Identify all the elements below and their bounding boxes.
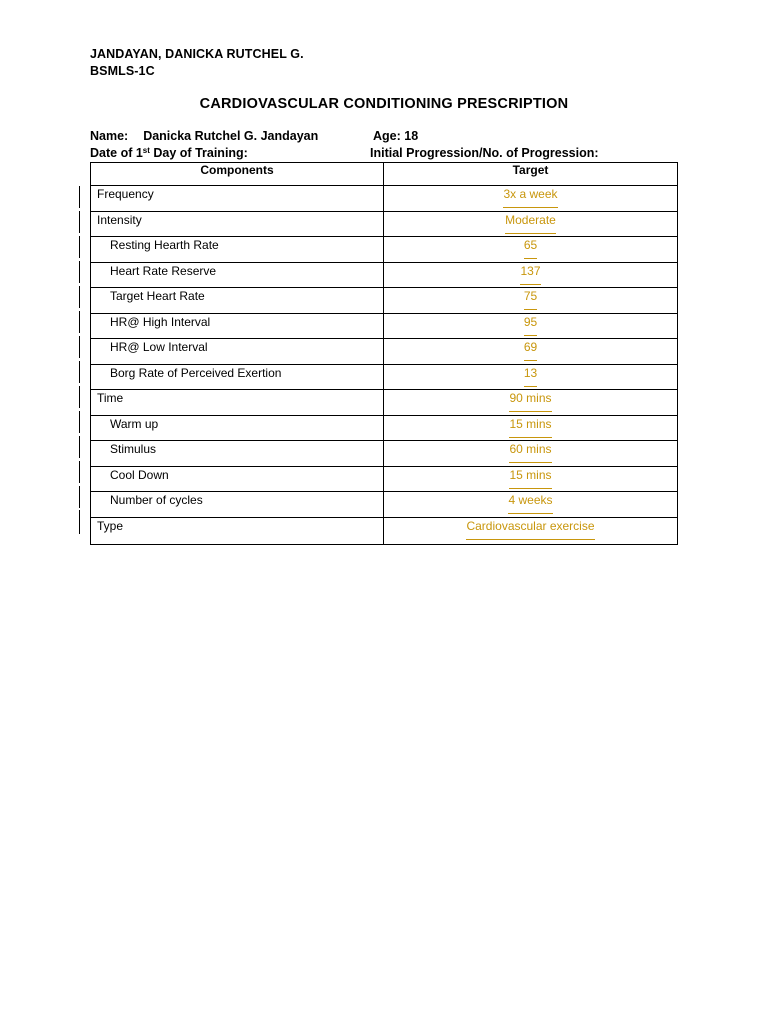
component-cell: Type	[91, 517, 384, 544]
age-label: Age:	[373, 129, 401, 143]
target-cell	[384, 492, 678, 518]
target-header: Target	[384, 163, 678, 186]
change-bar	[79, 236, 80, 258]
date-label-pre: Date of 1	[90, 146, 143, 160]
target-cell	[384, 288, 678, 314]
table-row	[91, 313, 678, 339]
target-value: 15 mins	[509, 468, 551, 489]
target-cell	[384, 237, 678, 263]
change-bar	[79, 286, 80, 308]
student-section: BSMLS-1C	[90, 64, 155, 78]
change-bar	[79, 211, 80, 233]
change-bar	[79, 436, 80, 458]
target-value: 75	[524, 289, 537, 310]
target-cell	[384, 466, 678, 492]
target-value: 90 mins	[509, 391, 551, 412]
component-cell: Warm up	[91, 415, 384, 441]
target-value: 65	[524, 238, 537, 259]
change-bar	[79, 486, 80, 508]
component-cell: Target Heart Rate	[91, 288, 384, 314]
table-row	[91, 517, 678, 544]
component-cell: Intensity	[91, 211, 384, 237]
component-cell: Stimulus	[91, 441, 384, 467]
table-row	[91, 288, 678, 314]
component-cell: Cool Down	[91, 466, 384, 492]
target-cell	[384, 415, 678, 441]
change-bar	[79, 361, 80, 383]
progression-line	[370, 145, 599, 161]
target-value: 95	[524, 315, 537, 336]
components-header: Components	[91, 163, 384, 186]
change-bar	[79, 186, 80, 208]
change-bar	[79, 461, 80, 483]
target-value: 60 mins	[509, 442, 551, 463]
component-cell: Frequency	[91, 186, 384, 212]
progression-label: Initial Progression/No. of Progression:	[370, 146, 599, 160]
target-value: 15 mins	[509, 417, 551, 438]
prescription-table	[90, 162, 678, 545]
table-row	[91, 211, 678, 237]
component-cell: Number of cycles	[91, 492, 384, 518]
component-cell: Heart Rate Reserve	[91, 262, 384, 288]
target-cell	[384, 441, 678, 467]
student-header	[90, 46, 304, 80]
target-cell	[384, 262, 678, 288]
change-bar	[79, 261, 80, 283]
component-cell: HR@ High Interval	[91, 313, 384, 339]
target-cell	[384, 211, 678, 237]
component-cell: Time	[91, 390, 384, 416]
name-value: Danicka Rutchel G. Jandayan	[143, 129, 319, 143]
target-value: 137	[520, 264, 540, 285]
prescription-table-wrap	[90, 162, 678, 545]
table-row	[91, 262, 678, 288]
table-header-row	[91, 163, 678, 186]
change-bar	[79, 311, 80, 333]
change-bar	[79, 336, 80, 358]
table-row	[91, 466, 678, 492]
name-line	[90, 128, 318, 144]
component-cell: Resting Hearth Rate	[91, 237, 384, 263]
change-bar	[79, 386, 80, 408]
age-line	[373, 128, 418, 144]
change-bar	[79, 411, 80, 433]
target-cell	[384, 364, 678, 390]
target-value: Moderate	[505, 213, 556, 234]
change-bar	[79, 510, 80, 534]
table-row	[91, 186, 678, 212]
target-cell	[384, 186, 678, 212]
table-row	[91, 364, 678, 390]
table-row	[91, 441, 678, 467]
table-row	[91, 339, 678, 365]
target-value: 4 weeks	[508, 493, 552, 514]
target-cell	[384, 339, 678, 365]
table-row	[91, 390, 678, 416]
table-row	[91, 415, 678, 441]
component-cell: Borg Rate of Perceived Exertion	[91, 364, 384, 390]
table-row	[91, 237, 678, 263]
name-label: Name:	[90, 129, 129, 143]
target-value: 13	[524, 366, 537, 387]
target-cell	[384, 390, 678, 416]
component-cell: HR@ Low Interval	[91, 339, 384, 365]
student-name: JANDAYAN, DANICKA RUTCHEL G.	[90, 47, 304, 61]
date-line	[90, 145, 248, 161]
date-label-sup: st	[142, 146, 150, 155]
age-value: 18	[404, 129, 419, 143]
target-cell	[384, 517, 678, 544]
target-value: 69	[524, 340, 537, 361]
table-row	[91, 492, 678, 518]
date-label-post: Day of Training:	[149, 146, 248, 160]
document-title: CARDIOVASCULAR CONDITIONING PRESCRIPTION	[199, 96, 569, 112]
target-value: 3x a week	[503, 187, 557, 208]
target-value: Cardiovascular exercise	[466, 519, 594, 540]
target-cell	[384, 313, 678, 339]
